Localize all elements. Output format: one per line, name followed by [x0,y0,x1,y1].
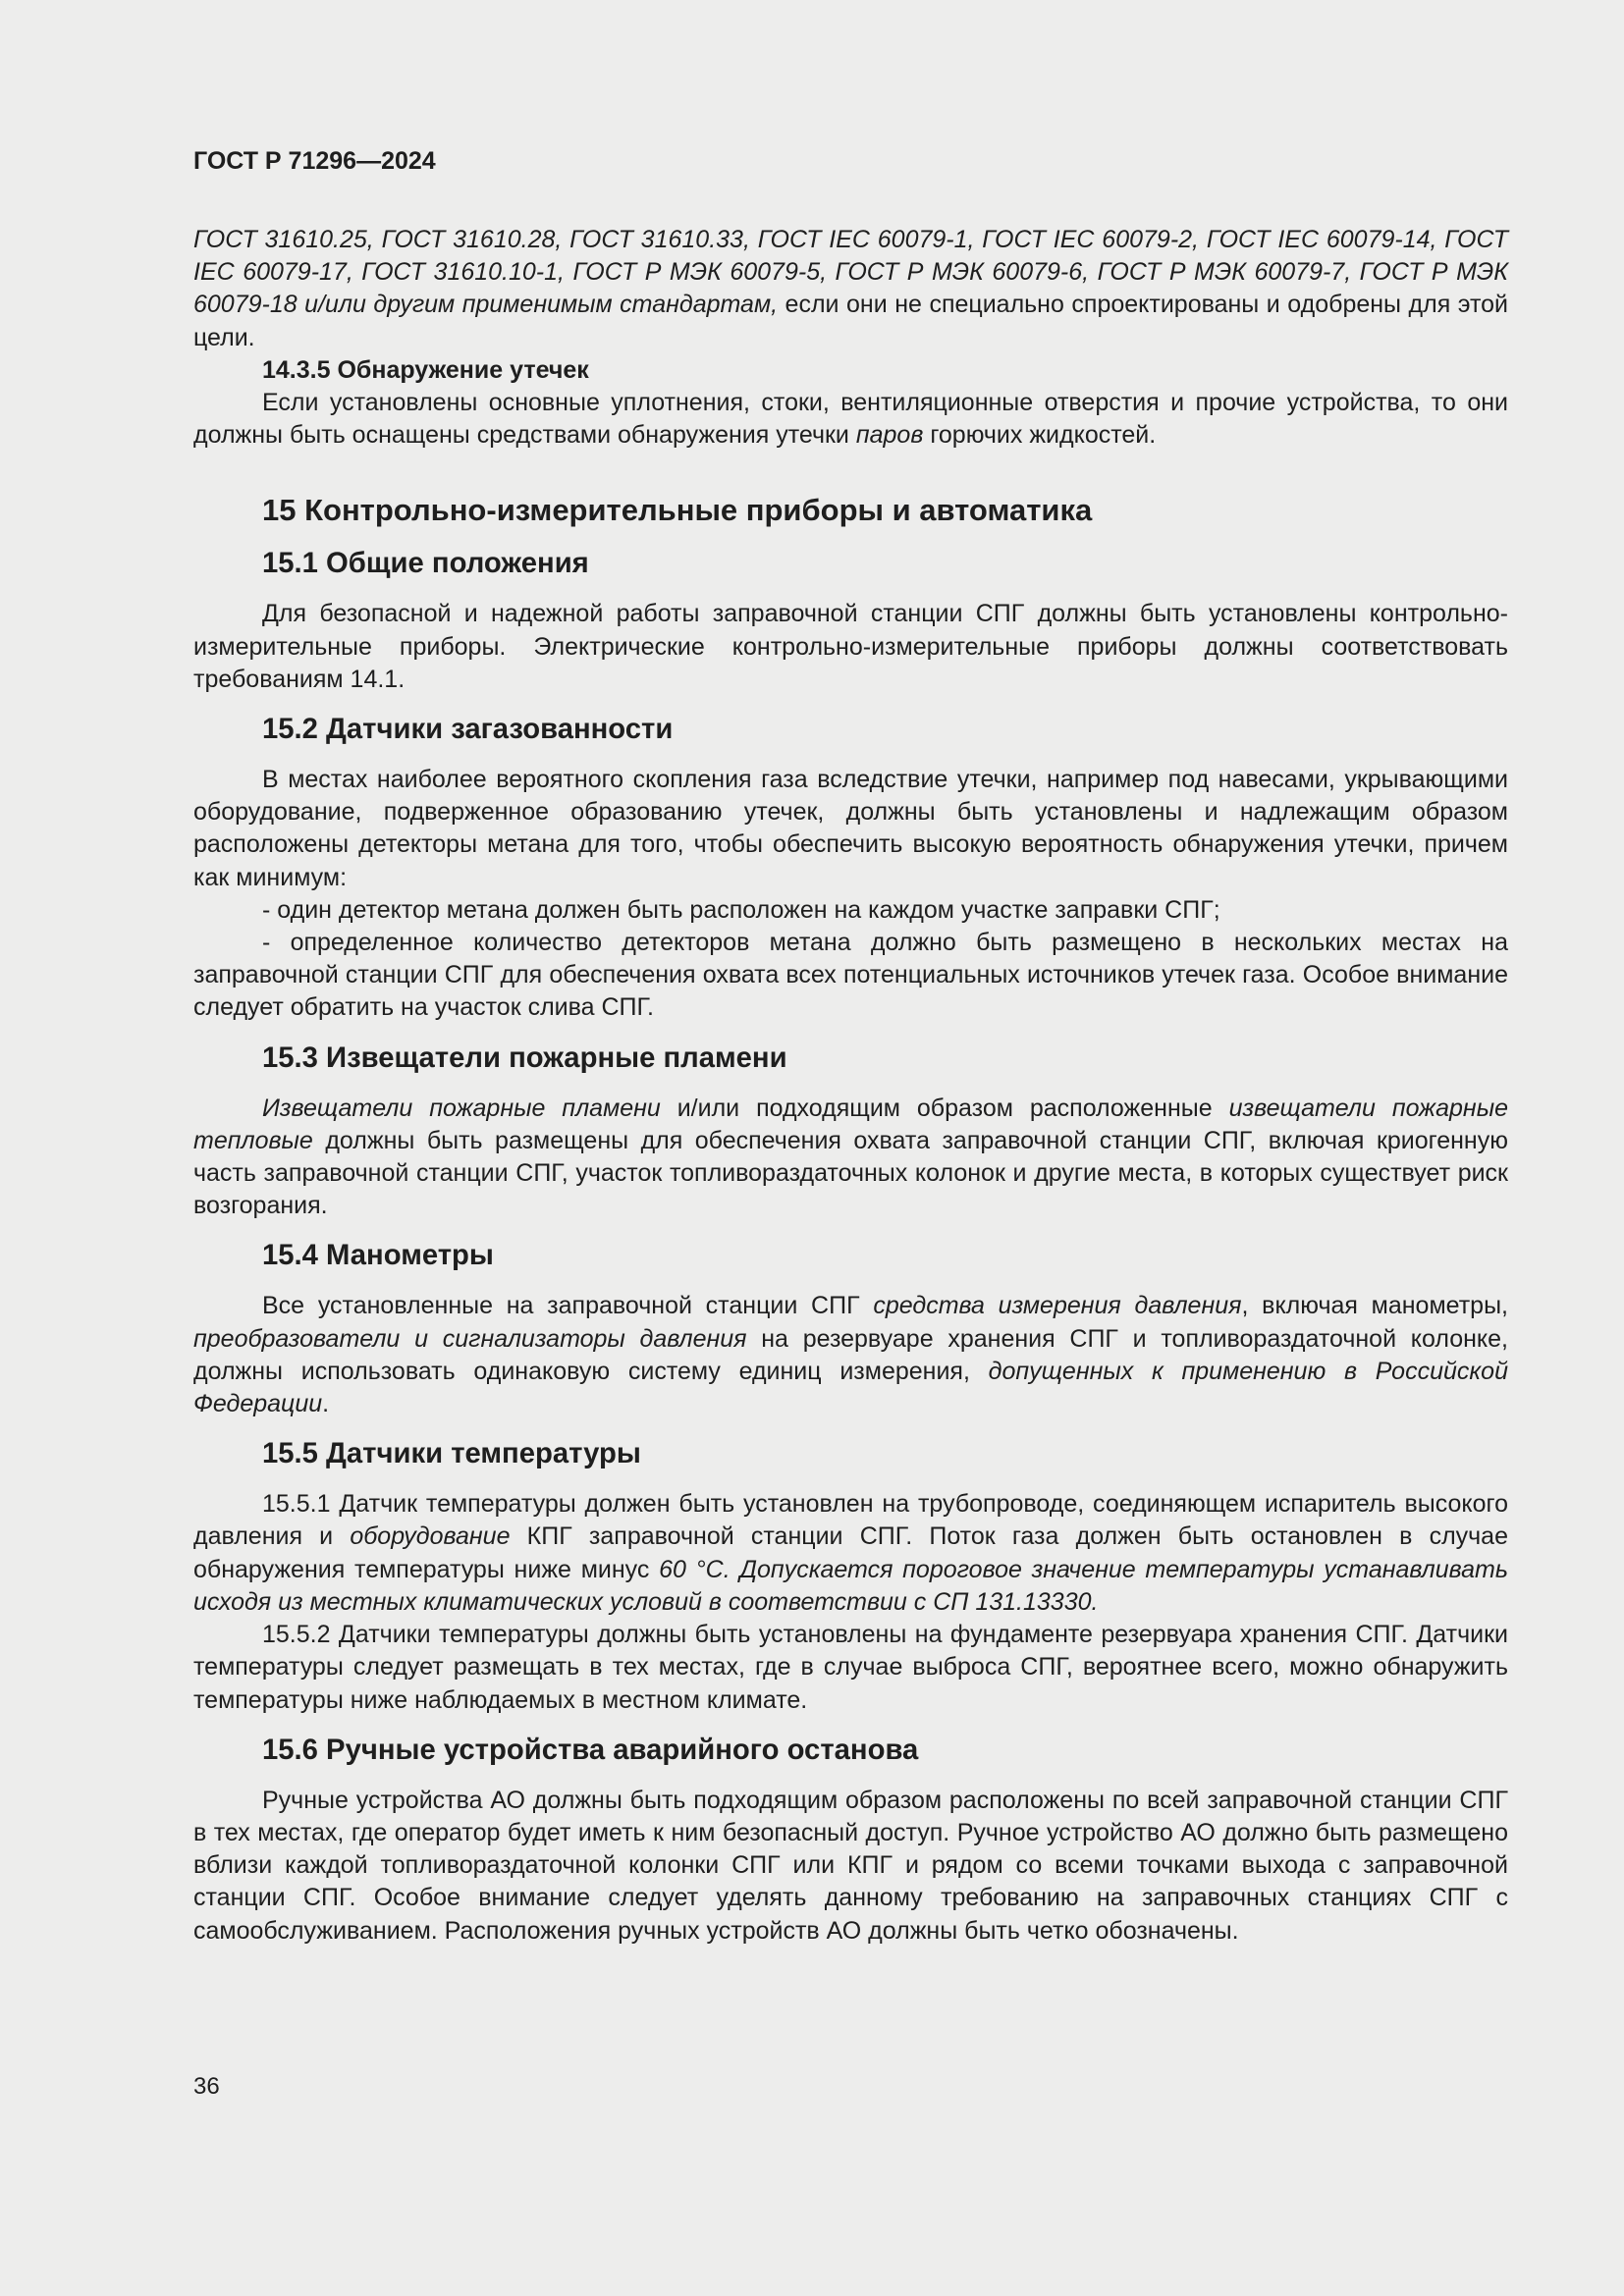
section-15-1-text: Для безопасной и надежной работы заправочной станции СПГ должны быть установлены контрольно-измерительные приборы. Электрические контрольно-измерительные приборы должны соответствовать требованиям 14.1. [193,600,1508,693]
continuation-paragraph: ГОСТ 31610.25, ГОСТ 31610.28, ГОСТ 31610.33, ГОСТ IEC 60079-1, ГОСТ IEC 60079-2, ГОСТ IEC 60079-14, ГОСТ IEC 60079-17, ГОСТ 31610.10-1, ГОСТ Р МЭК 60079-5, ГОСТ Р МЭК 60079-6, ГОСТ Р МЭК 60079-7, ГОСТ Р МЭК 60079-18 и/или другим применимым стандартам, если они не специально спроектированы и одобрены для этой цели. [193,226,1509,351]
section-15-2-text: В местах наиболее вероятного скопления газа вследствие утечки, например под навесами, укрывающими оборудование, подверженное образованию утечек, должны быть установлены и надлежащим образом расположены детекторы метана для того, чтобы обеспечить высокую вероятность обнаружения утечки, причем как минимум: [193,766,1508,891]
section-15-4-text: Все установленные на заправочной станции СПГ средства измерения давления, включая манометры, преобразователи и сигнализаторы давления на резервуаре хранения СПГ и топливораздаточной колонке, должны использовать одинаковую систему единиц измерения, допущенных к применению в Российской Федерации. [193,1292,1509,1418]
document-code-header: ГОСТ Р 71296—2024 [193,147,436,175]
page-content [193,224,1508,1948]
list-item: - один детектор метана должен быть расположен на каждом участке заправки СПГ; [262,895,1220,924]
section-15-5-2-text: 15.5.2 Датчики температуры должны быть установлены на фундаменте резервуара хранения СПГ. Датчики температуры следует размещать в тех местах, где в случае выброса СПГ, вероятнее всего, можно обнаружить температуры ниже наблюдаемых в местном климате. [193,1621,1508,1714]
section-15-3-title: 15.3 Извещатели пожарные пламени [262,1041,787,1074]
subsection-14-3-5-text: Если установлены основные уплотнения, стоки, вентиляционные отверстия и прочие устройства, то они должны быть оснащены средствами обнаружения утечки паров горючих жидкостей. [193,389,1508,450]
standards-list: ГОСТ 31610.25, ГОСТ 31610.28, ГОСТ 31610.33, ГОСТ IEC 60079-1, ГОСТ IEC 60079-2, ГОСТ IEC 60079-14, ГОСТ IEC 60079-17, ГОСТ 31610.10-1, ГОСТ Р МЭК 60079-5, ГОСТ Р МЭК 60079-6, ГОСТ Р МЭК 60079-7, ГОСТ Р МЭК 60079-18 и/или другим применимым стандартам, [193,226,1508,319]
section-15-4-title: 15.4 Манометры [262,1240,494,1272]
list-item: - определенное количество детекторов метана должно быть размещено в нескольких местах на заправочной станции СПГ для обеспечения охвата всех потенциальных источников утечек газа. Особое внимание следует обратить на участок слива СПГ. [193,929,1508,1022]
section-15-5-title: 15.5 Датчики температуры [262,1438,641,1470]
subsection-14-3-5-title: 14.3.5 Обнаружение утечек [262,355,589,384]
section-15-5-1-text: 15.5.1 Датчик температуры должен быть установлен на трубопроводе, соединяющем испаритель высокого давления и оборудование КПГ заправочной станции СПГ. Поток газа должен быть остановлен в случае обнаружения температуры ниже минус 60 °С. Допускается пороговое значение температуры устанавливать исходя из местных климатических условий в соответствии с СП 131.13330. [193,1490,1508,1616]
section-15-3-text: Извещатели пожарные пламени и/или подходящим образом расположенные извещатели пожарные тепловые должны быть размещены для обеспечения охвата заправочной станции СПГ, включая криогенную часть заправочной станции СПГ, участок топливораздаточных колонок и другие места, в которых существует риск возгорания. [193,1094,1508,1220]
section-15-6-title: 15.6 Ручные устройства аварийного останова [262,1734,919,1766]
section-15-title: 15 Контрольно-измерительные приборы и автоматика [262,493,1093,528]
section-15-2-title: 15.2 Датчики загазованности [262,714,674,746]
page-number: 36 [193,2073,220,2100]
section-15-1-title: 15.1 Общие положения [262,548,589,580]
section-15-6-text: Ручные устройства АО должны быть подходящим образом расположены по всей заправочной станции СПГ в тех местах, где оператор будет иметь к ним безопасный доступ. Ручное устройство АО должно быть размещено вблизи каждой топливораздаточной колонки СПГ или КПГ и рядом со всеми точками выхода с заправочной станции СПГ. Особое внимание следует уделять данному требованию на заправочных станциях СПГ с самообслуживанием. Расположения ручных устройств АО должны быть четко обозначены. [193,1786,1508,1945]
